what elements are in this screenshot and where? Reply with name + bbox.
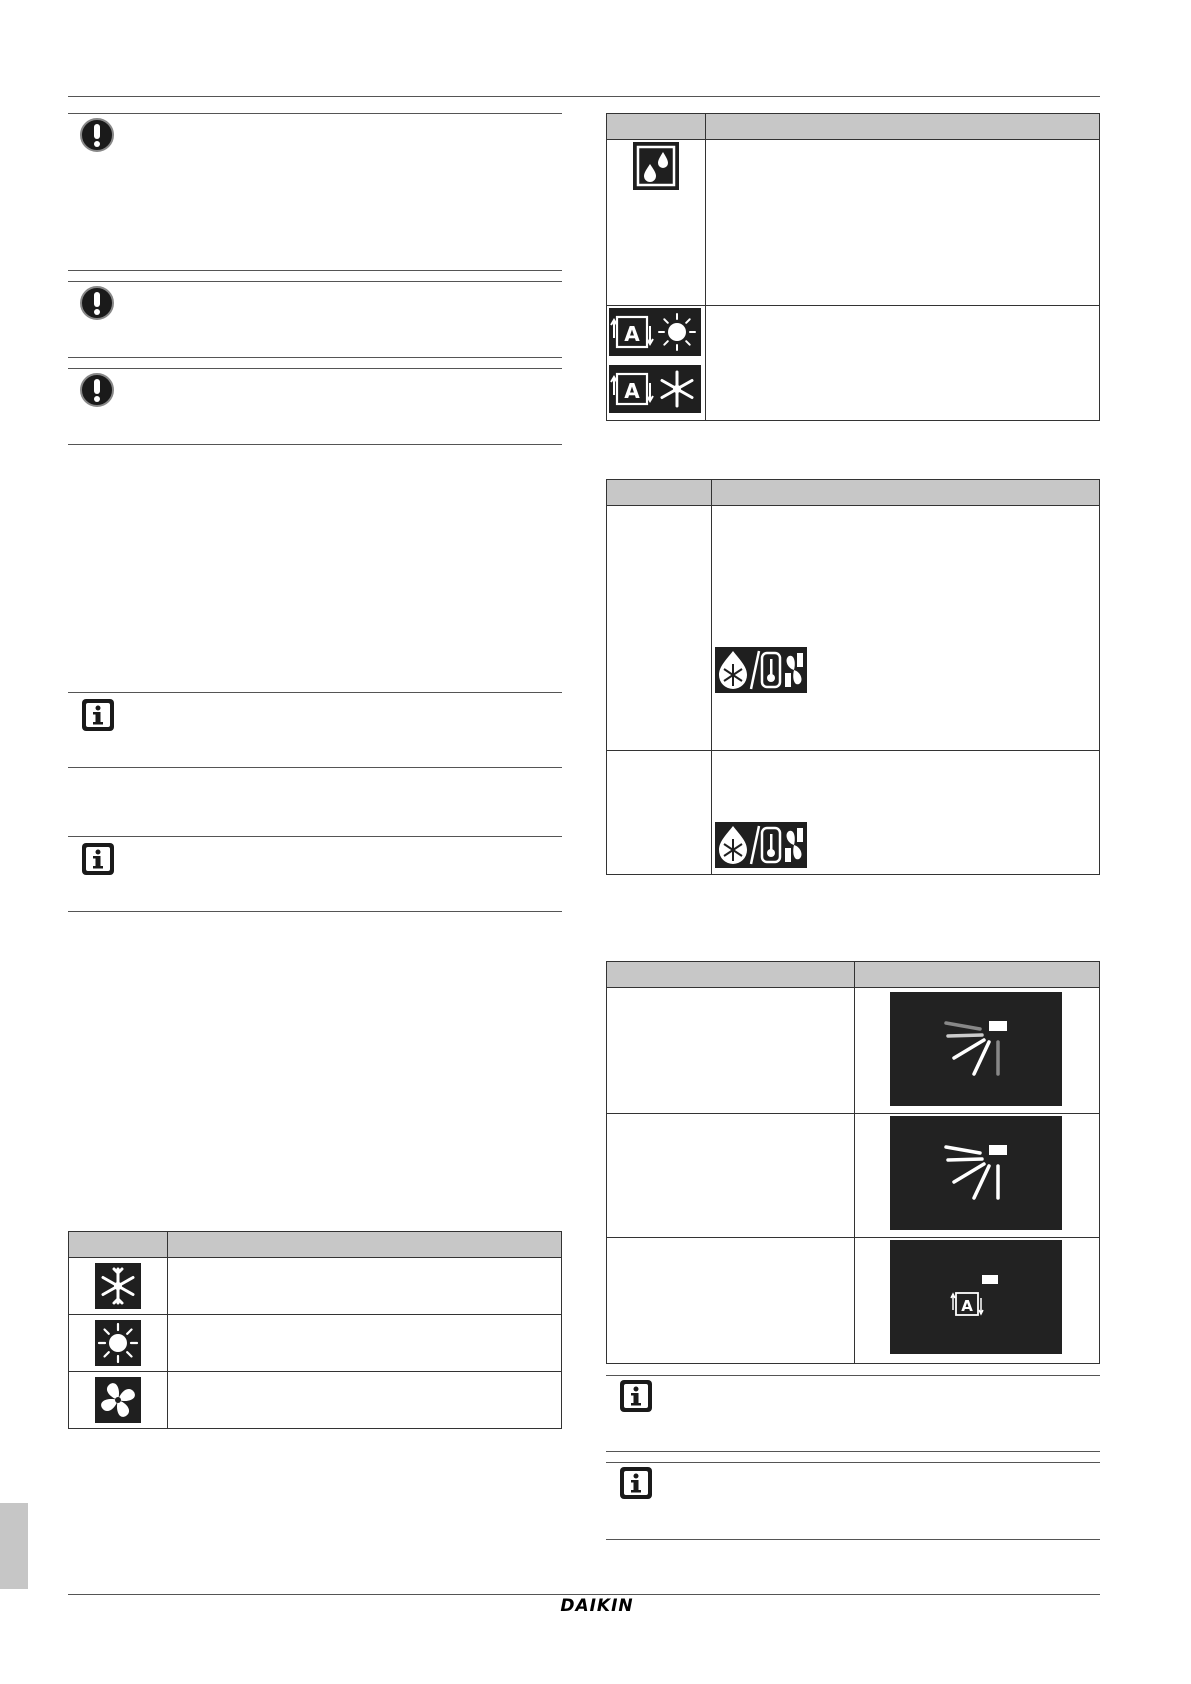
info-square-icon [618,1465,654,1501]
notice-rule [68,767,562,768]
notice-rule [606,1539,1100,1540]
fan-icon [95,1377,141,1423]
svg-text:A: A [961,1297,973,1315]
header-rule [68,96,1100,97]
sun-icon [95,1320,141,1366]
notice-rule [68,368,562,369]
mode-icon-table [606,113,1100,421]
notice-rule [606,1451,1100,1452]
auto-changeover-cool-icon [609,365,701,413]
notice-rule [606,1375,1100,1376]
svg-text:A: A [624,322,640,346]
notice-rule [68,911,562,912]
info-square-icon [80,841,116,877]
operation-mode-table [68,1231,562,1429]
airflow-fixed-icon [890,1116,1062,1230]
notice-rule [606,1462,1100,1463]
defrost-indicator-table [606,479,1100,875]
notice-rule [68,281,562,282]
notice-rule [68,113,562,114]
table-header [607,114,1099,140]
airflow-auto-icon [890,1240,1062,1354]
defrost-thermo-fan-icon [715,822,807,868]
auto-changeover-heat-icon [609,308,701,356]
daikin-logo: DAIKIN [560,1596,634,1616]
notice-rule [68,836,562,837]
table-header [69,1232,561,1258]
exclamation-circle-icon [79,285,115,321]
notice-rule [68,444,562,445]
info-square-icon [80,697,116,733]
notice-rule [68,357,562,358]
exclamation-circle-icon [79,117,115,153]
airflow-direction-table [606,961,1100,1364]
notice-rule [68,270,562,271]
defrost-thermo-fan-icon [715,647,807,693]
info-square-icon [618,1378,654,1414]
section-tab [0,1503,28,1589]
exclamation-circle-icon [79,372,115,408]
table-header [607,962,1099,988]
snowflake-icon [95,1263,141,1309]
water-drop-icon [633,142,679,190]
notice-rule [68,692,562,693]
table-header [607,480,1099,506]
airflow-swing-icon [890,992,1062,1106]
svg-text:A: A [624,379,640,403]
